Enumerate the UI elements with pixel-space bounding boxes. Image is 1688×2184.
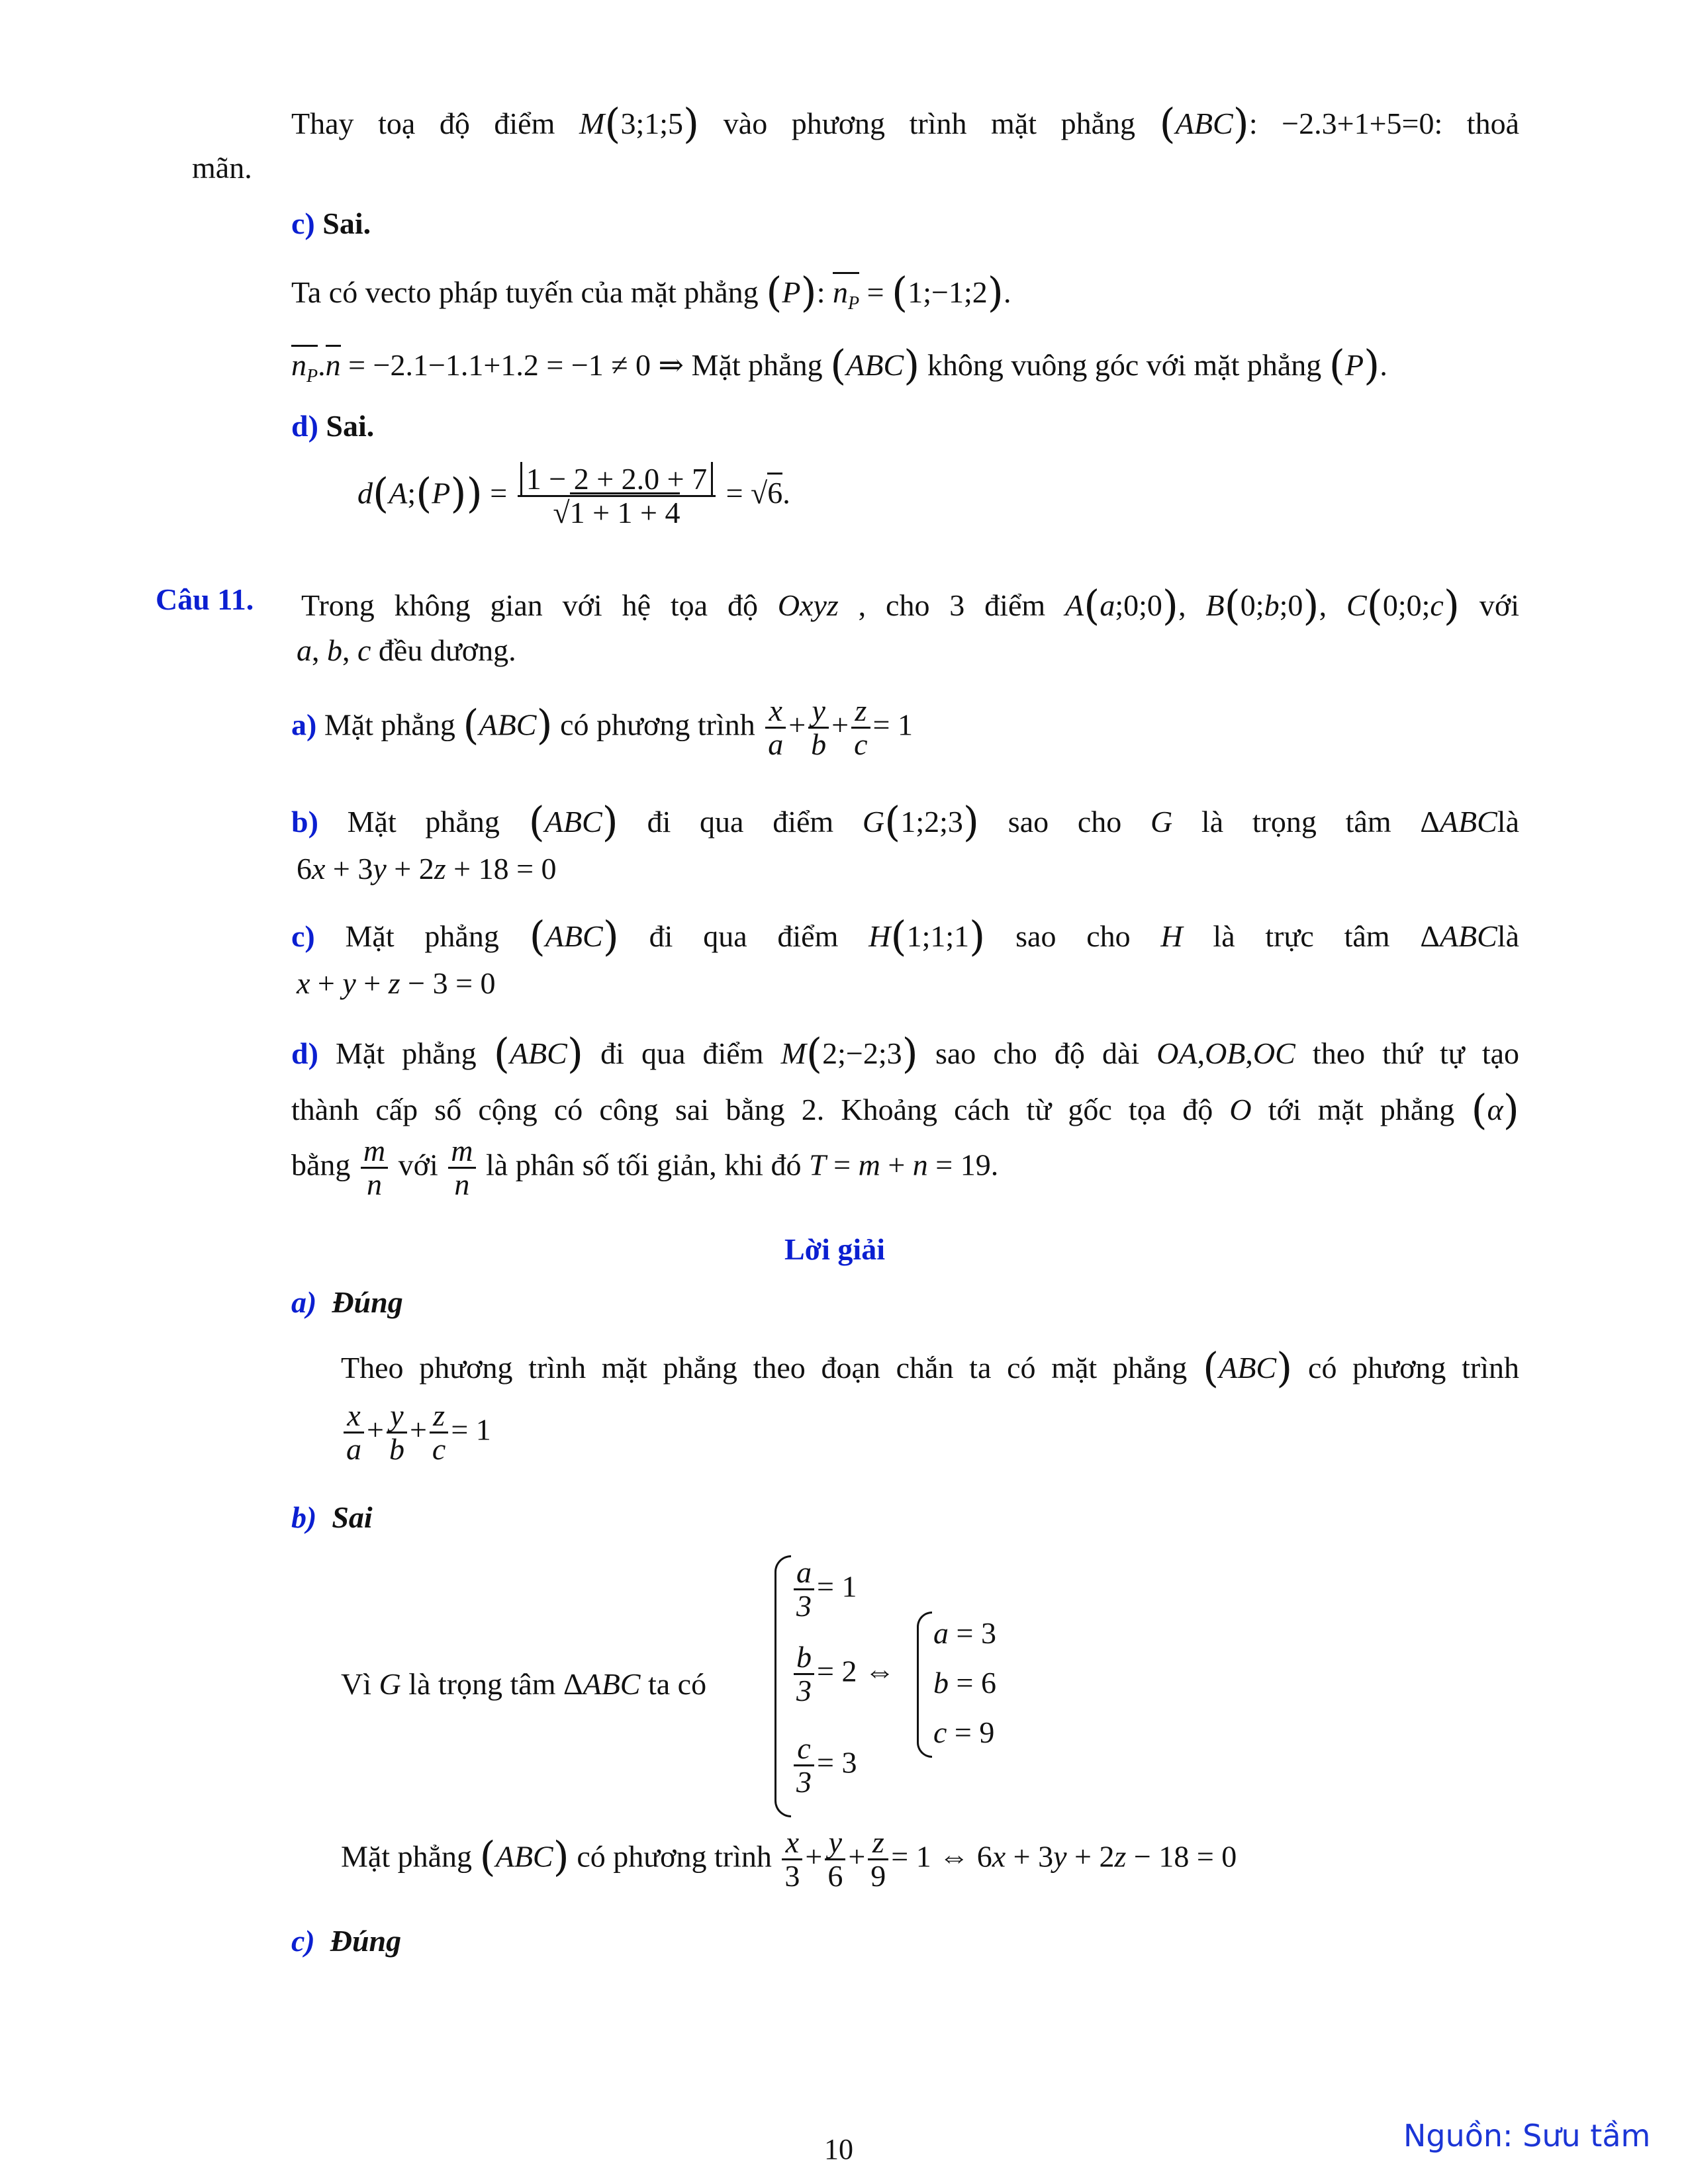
- system-row-a: $\frac{a}{3}$ = 1: [791, 1557, 857, 1623]
- option-c-line1: c) Mặt phẳng (ABC) đi qua điểm H(1;1;1) sao cho H là trực tâm ΔABClà: [291, 912, 1520, 960]
- system-brace-left: [774, 1555, 791, 1817]
- system-row-b: $\frac{b}{3}$ = 2 ⇔: [791, 1641, 895, 1707]
- question-stem-line2: a, b, c đều dương.: [297, 633, 516, 667]
- prev-d-formula: d(A;(P)) = $\frac{1 - 2 + 2.0 + 7}{√1 + 1 + 4}$ = √6.: [357, 462, 790, 530]
- option-b-line2: 6x + 3y + 2z + 18 = 0: [297, 852, 557, 886]
- result-c: c = 9: [933, 1715, 995, 1749]
- result-b: b = 6: [933, 1666, 996, 1700]
- option-a: a) Mặt phẳng (ABC) có phương trình $\frac{x}{a}$ + $\frac{y}{b}$ + $\frac{z}{c}$ = 1: [291, 694, 913, 762]
- page-number: 10: [824, 2133, 853, 2165]
- solution-b-heading: b) Sai: [291, 1500, 373, 1534]
- option-b-line1: b) Mặt phẳng (ABC) đi qua điểm G(1;2;3) sao cho G là trọng tâm ΔABClà: [291, 797, 1519, 846]
- prev-line1-end: mãn.: [192, 151, 252, 185]
- option-d-line1: d) Mặt phẳng (ABC) đi qua điểm M(2;−2;3) sao cho độ dài OA,OB,OC theo thứ tự tạo: [291, 1029, 1520, 1077]
- solution-c-heading: c) Đúng: [291, 1924, 402, 1958]
- solution-a-heading: a) Đúng: [291, 1285, 403, 1319]
- source-credit: Nguồn: Sưu tầm: [1403, 2118, 1651, 2154]
- option-d-line2: thành cấp số cộng có công sai bằng 2. Khoảng cách từ gốc tọa độ O tới mặt phẳng (α): [291, 1085, 1519, 1134]
- question-number: Câu 11.: [156, 582, 254, 616]
- solution-a-line1: Theo phương trình mặt phẳng theo đoạn chắn ta có mặt phẳng (ABC) có phương trình: [341, 1343, 1519, 1392]
- solution-b-equation: Mặt phẳng (ABC) có phương trình $\frac{x}{3}$ + $\frac{y}{6}$ + $\frac{z}{9}$ = 1 ⇔ 6x + 3y + 2z − 18 = 0: [341, 1825, 1237, 1893]
- prev-c-line1: Ta có vecto pháp tuyến của mặt phẳng (P): $n_P$ = (1;−1;2).: [291, 268, 1011, 316]
- prev-c-heading: c) Sai.: [291, 206, 371, 240]
- option-d-line3: bằng $\frac{m}{n}$ với $\frac{m}{n}$ là phân số tối giản, khi đó T = m + n = 19.: [291, 1134, 999, 1202]
- prev-c-line2: $n_P.n = -2.1-1.1+1.2 = -1 \ne 0$ ⇒ Mặt phẳng (ABC) không vuông góc với mặt phẳng (P).: [291, 341, 1387, 389]
- prev-d-heading: d) Sai.: [291, 409, 375, 443]
- result-a: a = 3: [933, 1616, 996, 1650]
- solution-a-line2: $\frac{x}{a}$ + $\frac{y}{b}$ + $\frac{z}{c}$ = 1: [341, 1400, 491, 1466]
- option-c-line2: x + y + z − 3 = 0: [297, 966, 496, 1000]
- system-brace-right: [917, 1612, 932, 1758]
- question-stem-line1: Trong không gian với hệ tọa độ Oxyz , cho 3 điểm A(a;0;0), B(0;b;0), C(0;0;c) với: [301, 581, 1519, 629]
- prev-line1: Thay toạ độ điểm M(3;1;5) vào phương trình mặt phẳng (ABC): −2.3+1+5=0: thoả: [291, 99, 1519, 148]
- solution-b-system-intro: Vì G là trọng tâm ΔABC ta có: [341, 1667, 707, 1701]
- system-row-c: $\frac{c}{3}$ = 3: [791, 1733, 857, 1799]
- solution-heading: Lời giải: [784, 1232, 885, 1266]
